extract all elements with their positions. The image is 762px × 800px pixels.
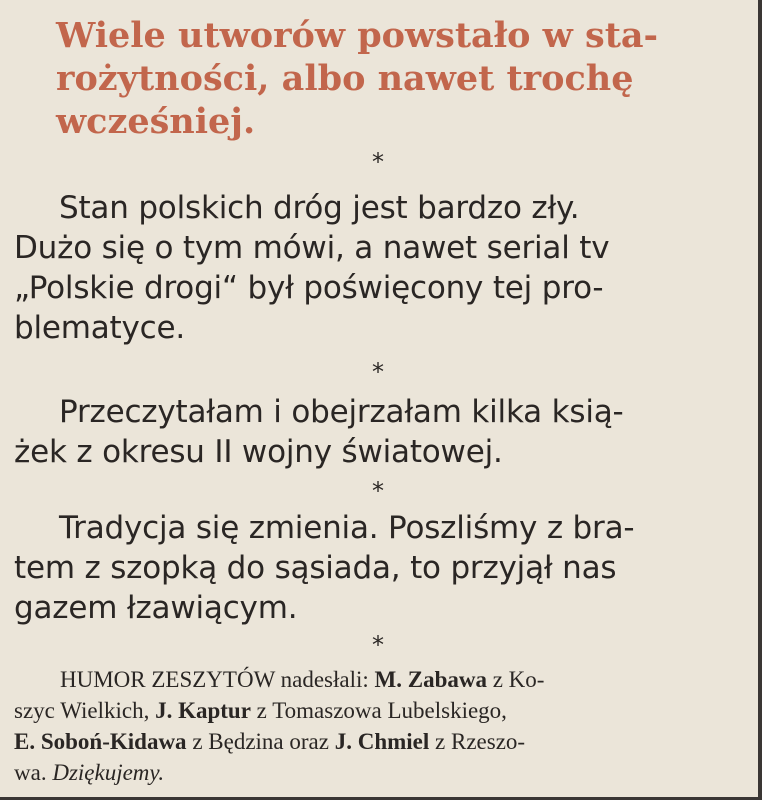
thanks-text: Dziękujemy.	[52, 760, 165, 785]
headline-line-2: rożytności, albo nawet trochę	[56, 58, 634, 99]
credits-line-1	[14, 664, 749, 695]
separator-star-2: *	[372, 358, 384, 386]
credits-note	[14, 664, 749, 788]
contributor-name: J. Chmiel	[334, 729, 430, 754]
joke-roads	[14, 188, 749, 348]
joke-books	[14, 392, 749, 472]
joke-tradition-line-2: tem z szopką do sąsiada, to przyjął nas	[14, 550, 617, 586]
joke-roads-line-1: Stan polskich dróg jest bardzo zły.	[59, 190, 580, 226]
credits-intro: HUMOR ZESZYTÓW nadesłali:	[60, 667, 375, 692]
separator-star-4: *	[372, 631, 384, 659]
joke-roads-line-2: Dużo się o tym mówi, a nawet serial tv	[14, 230, 610, 266]
contributor-town: z Będzina oraz	[186, 729, 335, 754]
contributor-name: J. Kaptur	[155, 698, 251, 723]
contributor-town: z Tomaszowa Lubelskiego,	[250, 698, 507, 723]
headline-line-3: wcześniej.	[56, 101, 256, 142]
contributor-town: wa.	[14, 760, 53, 785]
contributor-name: M. Zabawa	[374, 667, 487, 692]
separator-star-3: *	[372, 477, 384, 505]
joke-tradition-line-1: Tradycja się zmienia. Poszliśmy z bra-	[59, 510, 635, 546]
credits-line-4	[14, 757, 749, 788]
separator-star-1: *	[372, 148, 384, 176]
headline-line-1: Wiele utworów powstało w sta-	[56, 15, 659, 56]
joke-tradition	[14, 508, 749, 628]
joke-books-line-2: żek z okresu II wojny światowej.	[14, 434, 503, 470]
credits-line-3	[14, 726, 749, 757]
contributor-town: z Ko-	[486, 667, 545, 692]
credits-line-2	[14, 695, 749, 726]
joke-roads-line-4: blematyce.	[14, 310, 186, 346]
joke-tradition-line-3: gazem łzawiącym.	[14, 590, 298, 626]
contributor-name: E. Soboń-Kidawa	[14, 729, 187, 754]
joke-roads-line-3: „Polskie drogi“ był poświęcony tej pro-	[14, 270, 604, 306]
contributor-town: z Rzeszo-	[429, 729, 526, 754]
joke-books-line-1: Przeczytałam i obejrzałam kilka ksią-	[59, 394, 624, 430]
headline-joke	[56, 14, 746, 143]
contributor-town: szyc Wielkich,	[14, 698, 156, 723]
